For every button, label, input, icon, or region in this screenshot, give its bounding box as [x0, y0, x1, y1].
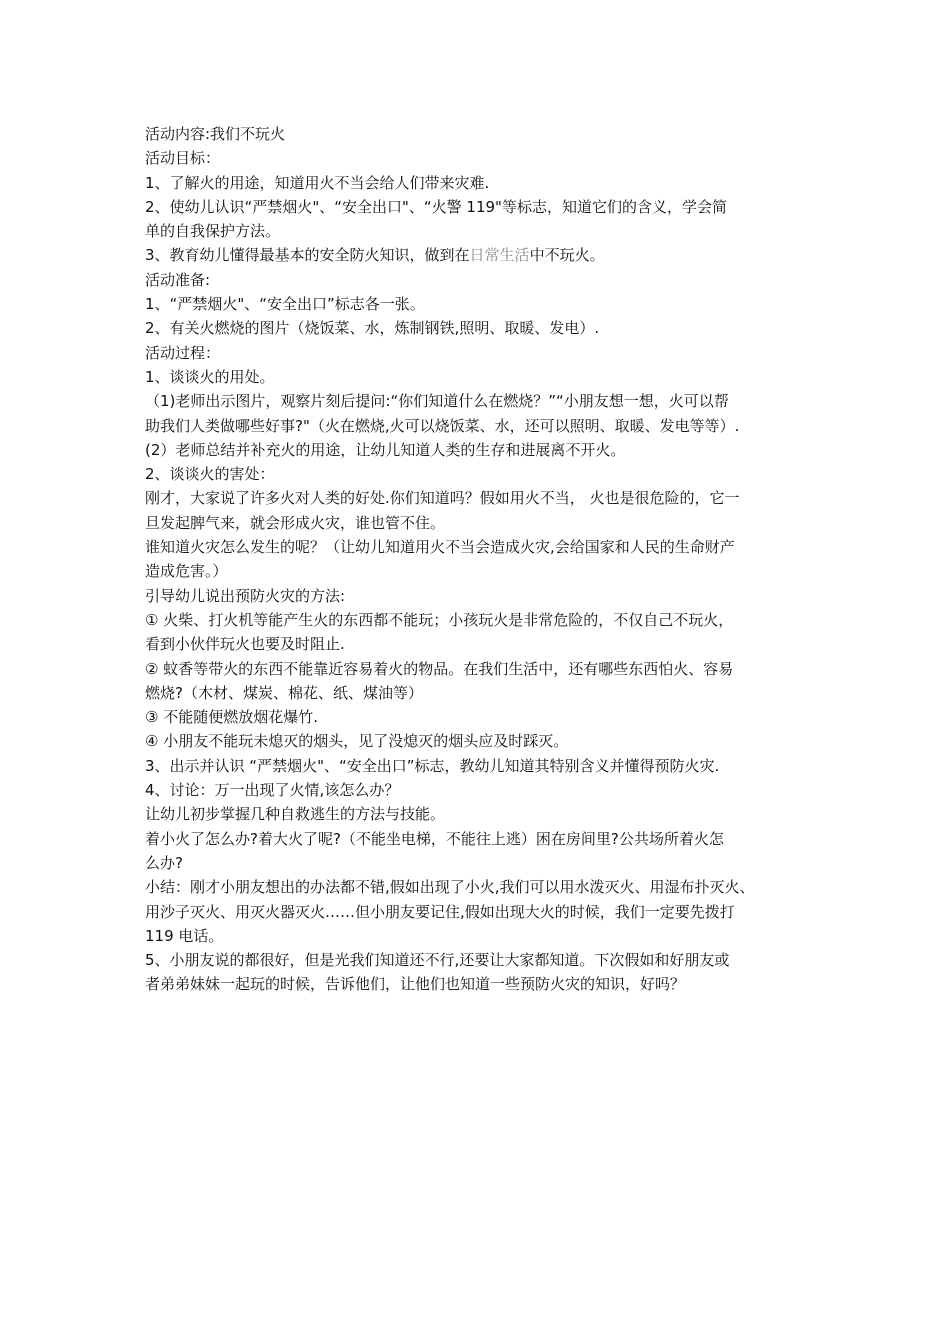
goal-2-line-1: 2、使幼儿认识“严禁烟火"、“安全出口"、“火警 119"等标志，知道它们的含义，学会简 — [145, 197, 727, 216]
goal-3-tail: 中不玩火。 — [529, 246, 605, 265]
process-step-1: 1、谈谈火的用处。 — [145, 367, 275, 386]
prevention-2-line-1: ② 蚊香等带火的东西不能靠近容易着火的物品。在我们生活中，还有哪些东西怕火、容易 — [145, 659, 734, 678]
daily-life-link[interactable]: 日常生活 — [469, 246, 530, 265]
section-heading-preparation: 活动准备: — [145, 270, 211, 289]
process-step-4-text: 让幼儿初步掌握几种自救逃生的方法与技能。 — [145, 805, 446, 824]
section-heading-goals: 活动目标： — [145, 149, 221, 168]
section-heading-process: 活动过程： — [145, 343, 221, 362]
process-step-5-line-1: 5、小朋友说的都很好，但是光我们知道还不行,还要让大家都知道。下次假如和好朋友或 — [145, 951, 730, 970]
prevention-1-line-2: 看到小伙伴玩火也要及时阻止. — [145, 635, 345, 654]
activity-title: 活动内容:我们不玩火 — [145, 125, 286, 143]
preparation-2: 2、有关火燃烧的图片（烧饭菜、水，炼制钢铁,照明、取暖、发电）. — [145, 319, 600, 338]
prevention-2-line-2: 燃烧?（木材、煤炭、棉花、纸、煤油等） — [145, 683, 423, 702]
goal-1: 1、了解火的用途，知道用火不当会给人们带来灾难. — [145, 173, 490, 192]
process-step-4-questions-line-2: 么办? — [145, 853, 183, 872]
summary-line-2: 用沙子灭火、用灭火器灭火……但小朋友要记住,假如出现大火的时候，我们一定要先拨打 — [145, 902, 735, 921]
goal-3 — [145, 243, 825, 267]
process-step-3: 3、出示并认识 “严禁烟火"、“安全出口”标志，教幼儿知道其特别含义并懂得预防火灾. — [145, 756, 720, 775]
process-step-2-question-line-1: 谁知道火灾怎么发生的呢？（让幼儿知道用火不当会造成火灾,会给国家和人民的生命财产 — [145, 538, 735, 557]
process-step-5-line-2: 者弟弟妹妹一起玩的时候，告诉他们，让他们也知道一些预防火灾的知识，好吗？ — [145, 975, 686, 994]
process-step-2-question-line-2: 造成危害。） — [145, 562, 228, 581]
process-step-1-b: (2）老师总结并补充火的用途，让幼儿知道人类的生存和进展离不开火。 — [145, 440, 626, 459]
process-step-2-text-line-1: 刚才，大家说了许多火对人类的好处.你们知道吗？假如用火不当， 火也是很危险的，它一 — [145, 489, 740, 508]
process-step-1-a-line-2: 助我们人类做哪些好事?"（火在燃烧,火可以烧饭菜、水，还可以照明、取暖、发电等等）. — [145, 416, 740, 435]
process-step-4-questions-line-1: 着小火了怎么办?着大火了呢?（不能坐电梯，不能往上逃）困在房间里?公共场所着火怎 — [145, 829, 724, 848]
process-step-4: 4、讨论：万一出现了火情,该怎么办？ — [145, 781, 400, 800]
prevention-intro: 引导幼儿说出预防火灾的方法: — [145, 586, 346, 605]
goal-2-line-2: 单的自我保护方法。 — [145, 222, 281, 241]
preparation-1: 1、“严禁烟火"、“安全出口”标志各一张。 — [145, 295, 425, 314]
summary-line-1: 小结：刚才小朋友想出的办法都不错,假如出现了小火,我们可以用水泼灭火、用湿布扑灭火、 — [145, 878, 755, 897]
goal-3-text: 3、教育幼儿懂得最基本的安全防火知识，做到在 — [145, 246, 470, 265]
document-body — [145, 122, 825, 997]
process-step-2: 2、谈谈火的害处： — [145, 465, 275, 484]
process-step-2-text-line-2: 旦发起脾气来，就会形成火灾，谁也管不住。 — [145, 513, 446, 532]
process-step-1-a-line-1: （1)老师出示图片，观察片刻后提问:“你们知道什么在燃烧？”“小朋友想一想，火可以帮 — [145, 392, 729, 411]
summary-line-3: 119 电话。 — [145, 926, 224, 945]
prevention-4: ④ 小朋友不能玩未熄灭的烟头，见了没熄灭的烟头应及时踩灭。 — [145, 732, 569, 751]
prevention-3: ③ 不能随便燃放烟花爆竹. — [145, 708, 318, 727]
prevention-1-line-1: ① 火柴、打火机等能产生火的东西都不能玩；小孩玩火是非常危险的，不仅自己不玩火， — [145, 610, 734, 629]
